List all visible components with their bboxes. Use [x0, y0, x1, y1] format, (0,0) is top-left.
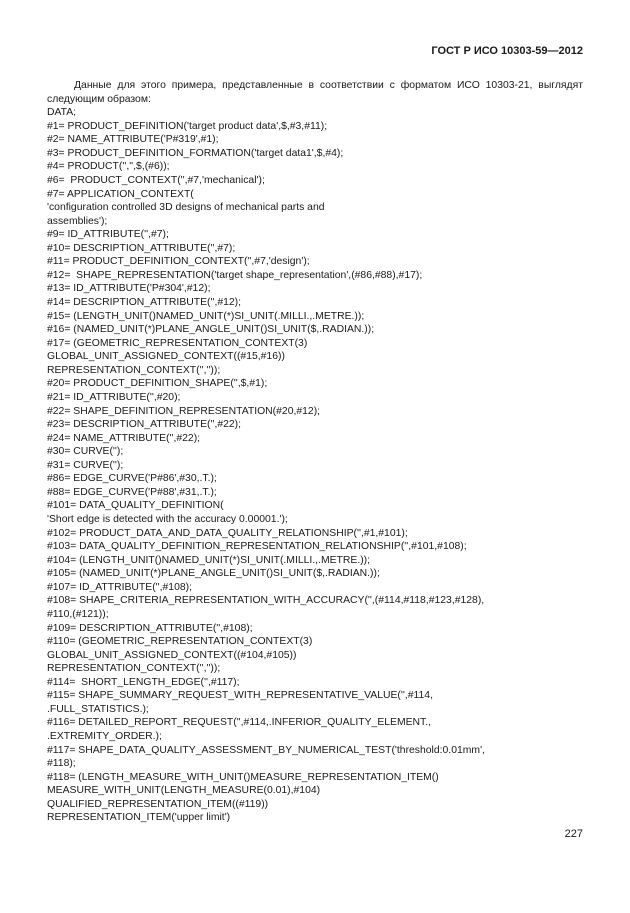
- code-line: #14= DESCRIPTION_ATTRIBUTE('',#12);: [47, 297, 242, 308]
- step-data-listing: [47, 106, 583, 825]
- code-line: QUALIFIED_REPRESENTATION_ITEM((#119)): [47, 798, 269, 810]
- code-line: #108= SHAPE_CRITERIA_REPRESENTATION_WITH_ACCURACY('',(#114,#118,#123,#128),: [47, 595, 485, 607]
- code-line: #117= SHAPE_DATA_QUALITY_ASSESSMENT_BY_NUMERICAL_TEST('threshold:0.01mm',: [47, 744, 485, 756]
- code-line: #105= (NAMED_UNIT(*)PLANE_ANGLE_UNIT()SI_UNIT($,.RADIAN.));: [47, 568, 380, 580]
- document-header: ГОСТ Р ИСО 10303-59—2012: [431, 45, 583, 57]
- code-line: assemblies');: [47, 215, 108, 227]
- code-line: #15= (LENGTH_UNIT()NAMED_UNIT(*)SI_UNIT(.MILLI.,.METRE.));: [47, 310, 365, 322]
- code-line: REPRESENTATION_CONTEXT('',''));: [47, 364, 221, 376]
- code-line: #22= SHAPE_DEFINITION_REPRESENTATION(#20,#12);: [47, 405, 321, 417]
- code-line: #107= ID_ATTRIBUTE('',#108);: [47, 581, 192, 593]
- code-line: #110= (GEOMETRIC_REPRESENTATION_CONTEXT(3): [47, 636, 313, 648]
- code-line: .EXTREMITY_ORDER.);: [47, 731, 162, 742]
- code-line: #31= CURVE('');: [47, 459, 124, 471]
- code-line: #21= ID_ATTRIBUTE('',#20);: [47, 391, 181, 403]
- code-line: #103= DATA_QUALITY_DEFINITION_REPRESENTATION_RELATIONSHIP('',#101,#108);: [47, 541, 467, 553]
- code-line: #7= APPLICATION_CONTEXT(: [47, 188, 194, 200]
- code-line: #13= ID_ATTRIBUTE('P#304',#12);: [47, 283, 211, 295]
- page-number: 227: [564, 828, 583, 840]
- code-line: #116= DETAILED_REPORT_REQUEST('',#114,.INFERIOR_QUALITY_ELEMENT.,: [47, 717, 432, 729]
- code-line: DATA;: [47, 107, 77, 119]
- code-line: #20= PRODUCT_DEFINITION_SHAPE('',$,#1);: [47, 378, 268, 390]
- code-line: #102= PRODUCT_DATA_AND_DATA_QUALITY_RELATIONSHIP('',#1,#101);: [47, 527, 408, 539]
- code-line: 'Short edge is detected with the accuracy 0.00001.');: [47, 514, 288, 525]
- code-line: #118);: [47, 758, 76, 770]
- code-line: .FULL_STATISTICS.);: [47, 703, 149, 715]
- code-line: #10= DESCRIPTION_ATTRIBUTE('',#7);: [47, 242, 236, 254]
- code-line: #30= CURVE('');: [47, 446, 124, 458]
- intro-paragraph: Данные для этого примера, представленные в соответствии с форматом ИСО 10303-21, выглядят следующим образом:: [47, 80, 583, 105]
- code-line: #104= (LENGTH_UNIT()NAMED_UNIT(*)SI_UNIT(.MILLI.,.METRE.));: [47, 554, 371, 566]
- code-line: GLOBAL_UNIT_ASSIGNED_CONTEXT((#15,#16)): [47, 351, 285, 363]
- code-line: REPRESENTATION_ITEM('upper limit'): [47, 812, 231, 824]
- code-line: REPRESENTATION_CONTEXT('',''));: [47, 663, 221, 675]
- code-line: #6= PRODUCT_CONTEXT('',#7,'mechanical');: [47, 174, 265, 186]
- code-line: #88= EDGE_CURVE('P#88',#31,.T.);: [47, 486, 217, 498]
- code-line: #9= ID_ATTRIBUTE('',#7);: [47, 229, 169, 241]
- code-line: #1= PRODUCT_DEFINITION('target product data',$,#3,#11);: [47, 120, 328, 132]
- code-line: #4= PRODUCT('','',$,(#6));: [47, 161, 170, 173]
- code-line: MEASURE_WITH_UNIT(LENGTH_MEASURE(0.01),#104): [47, 785, 321, 797]
- code-line: #23= DESCRIPTION_ATTRIBUTE('',#22);: [47, 419, 242, 431]
- document-body: [47, 79, 583, 825]
- code-line: #109= DESCRIPTION_ATTRIBUTE('',#108);: [47, 622, 253, 634]
- code-line: #101= DATA_QUALITY_DEFINITION(: [47, 500, 224, 512]
- code-line: #115= SHAPE_SUMMARY_REQUEST_WITH_REPRESENTATIVE_VALUE('',#114,: [47, 690, 433, 702]
- code-line: #3= PRODUCT_DEFINITION_FORMATION('target data1',$,#4);: [47, 147, 344, 159]
- code-line: #86= EDGE_CURVE('P#86',#30,.T.);: [47, 473, 217, 485]
- code-line: #16= (NAMED_UNIT(*)PLANE_ANGLE_UNIT()SI_UNIT($,.RADIAN.));: [47, 324, 375, 336]
- code-line: #12= SHAPE_REPRESENTATION('target shape_representation',(#86,#88),#17);: [47, 269, 423, 281]
- code-line: #24= NAME_ATTRIBUTE('',#22);: [47, 432, 201, 444]
- code-line: #2= NAME_ATTRIBUTE('P#319',#1);: [47, 134, 219, 146]
- code-line: GLOBAL_UNIT_ASSIGNED_CONTEXT((#104,#105)): [47, 649, 297, 661]
- code-line: #114= SHORT_LENGTH_EDGE('',#117);: [47, 676, 240, 688]
- code-line: #11= PRODUCT_DEFINITION_CONTEXT('',#7,'design');: [47, 256, 310, 268]
- code-line: #110,(#121));: [47, 608, 109, 620]
- code-line: 'configuration controlled 3D designs of mechanical parts and: [47, 202, 325, 214]
- code-line: #118= (LENGTH_MEASURE_WITH_UNIT()MEASURE_REPRESENTATION_ITEM(): [47, 771, 439, 783]
- code-line: #17= (GEOMETRIC_REPRESENTATION_CONTEXT(3): [47, 337, 308, 349]
